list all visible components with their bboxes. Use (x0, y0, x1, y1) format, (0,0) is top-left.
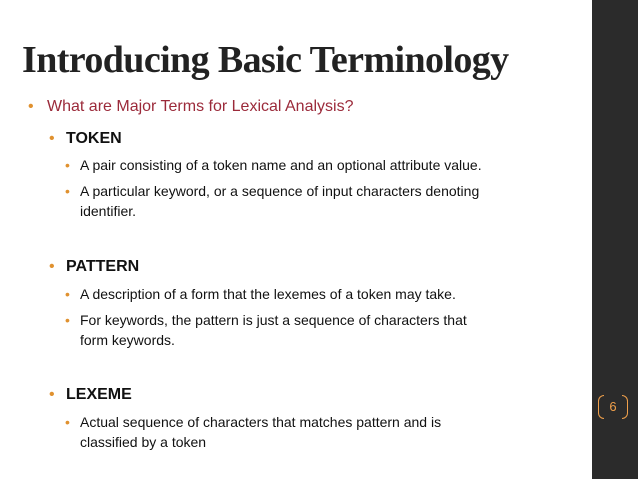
list-item-text: A particular keyword, or a sequence of input characters denoting (80, 183, 480, 199)
bullet-icon: • (65, 414, 70, 430)
heading-text: PATTERN (66, 258, 140, 275)
list-item (65, 157, 482, 173)
bullet-icon: • (49, 386, 55, 403)
list-item (65, 286, 456, 302)
list-item-text: For keywords, the pattern is just a sequence of characters that (80, 312, 467, 328)
bullet-icon: • (28, 98, 34, 115)
intro-bullet (28, 98, 354, 116)
section-heading-token (49, 130, 122, 148)
list-item-text: A description of a form that the lexemes of a token may take. (80, 286, 456, 302)
bracket-right-icon (622, 395, 628, 419)
bullet-icon: • (65, 286, 70, 302)
section-heading-lexeme (49, 386, 132, 404)
page-number: 6 (609, 399, 617, 414)
list-item (65, 312, 467, 328)
bracket-left-icon (598, 395, 604, 419)
list-item-text: A pair consisting of a token name and an optional attribute value. (80, 157, 482, 173)
heading-text: LEXEME (66, 386, 132, 403)
section-heading-pattern (49, 258, 140, 276)
bullet-icon: • (49, 258, 55, 275)
list-item-continuation: identifier. (80, 203, 137, 219)
page-number-badge (598, 392, 628, 422)
intro-text: What are Major Terms for Lexical Analysis? (47, 98, 354, 115)
bullet-icon: • (65, 312, 70, 328)
list-item-continuation: classified by a token (80, 434, 207, 450)
bullet-icon: • (49, 130, 55, 147)
list-item (65, 183, 480, 199)
bullet-icon: • (65, 183, 70, 199)
bullet-icon: • (65, 157, 70, 173)
list-item-continuation: form keywords. (80, 332, 175, 348)
list-item (65, 414, 442, 430)
heading-text: TOKEN (66, 130, 122, 147)
slide-title: Introducing Basic Terminology (22, 39, 509, 81)
list-item-text: Actual sequence of characters that matches pattern and is (80, 414, 442, 430)
